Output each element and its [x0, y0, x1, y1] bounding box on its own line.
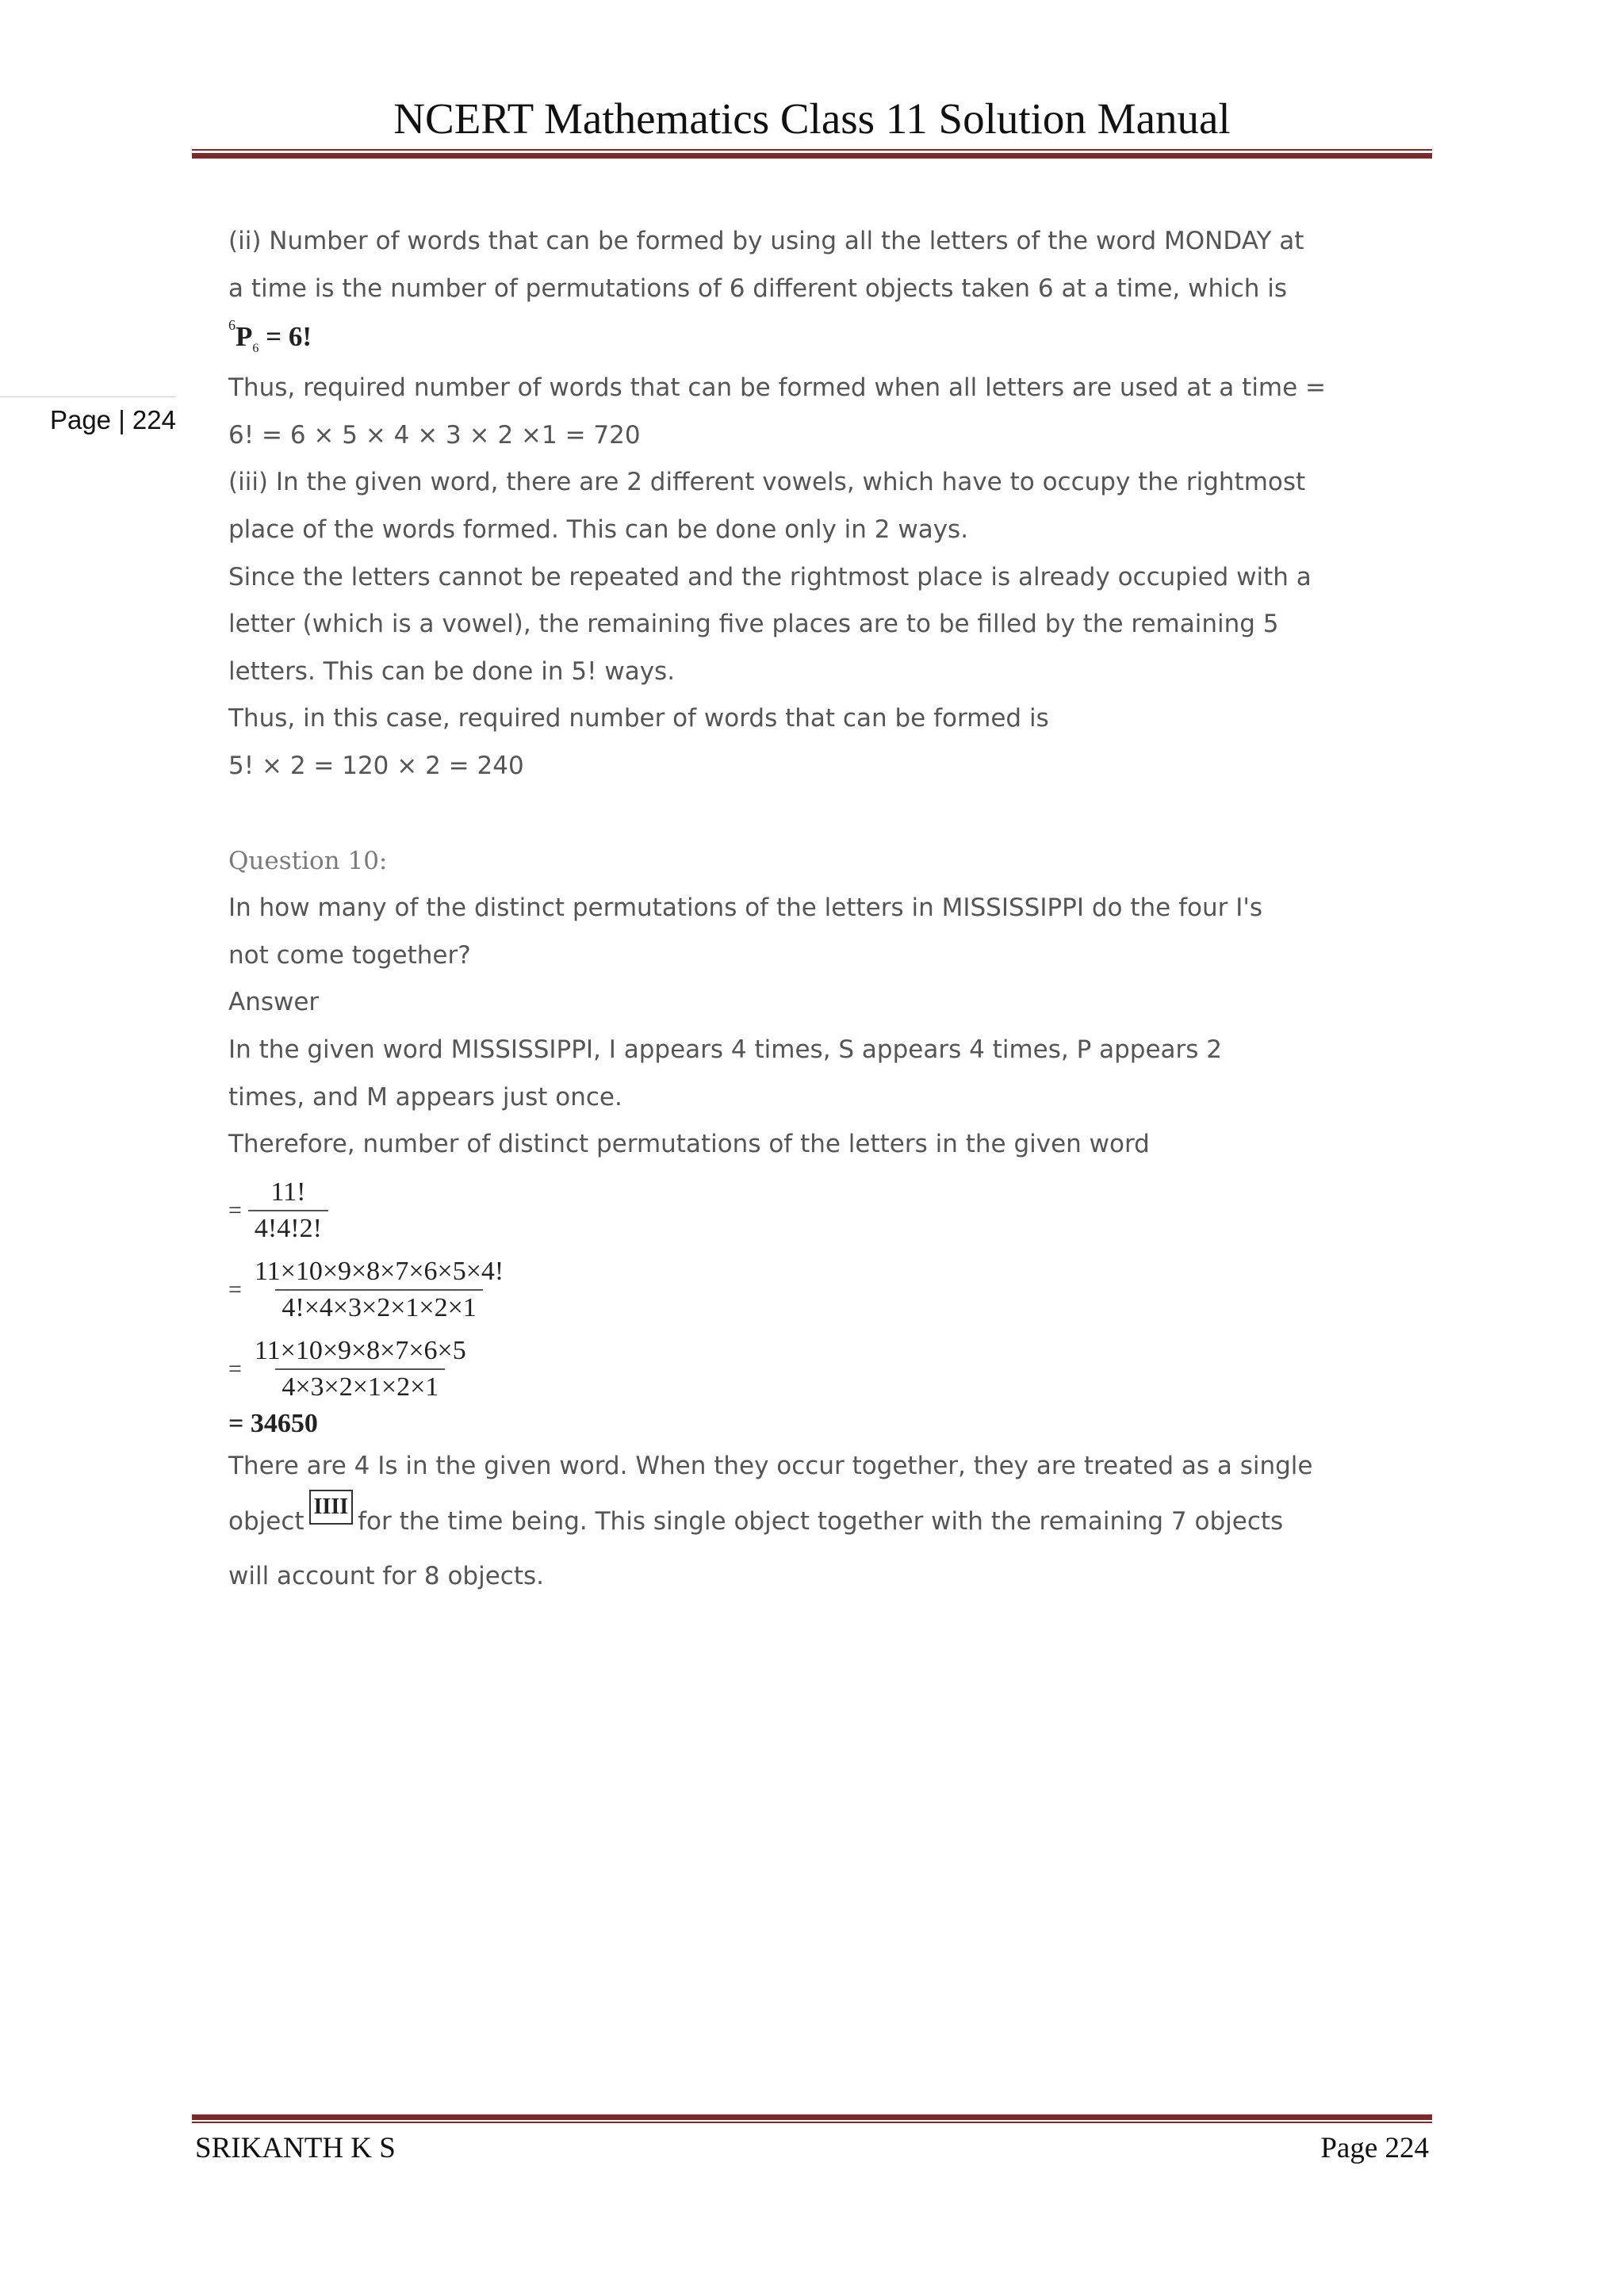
permutation-formula	[228, 312, 1402, 365]
footer-page-number: Page 224	[1320, 2132, 1429, 2164]
header-rule-thick	[192, 153, 1432, 159]
text-line: 5! × 2 = 120 × 2 = 240	[228, 751, 524, 780]
side-page-tag	[0, 396, 176, 445]
fraction	[248, 1175, 328, 1246]
fraction-denominator: 4×3×2×1×2×1	[275, 1368, 445, 1405]
fraction-step-1	[228, 1175, 1402, 1246]
perm-rhs: = 6!	[259, 321, 312, 353]
spacer	[228, 790, 1402, 838]
answer-line: will account for 8 objects.	[228, 1562, 544, 1591]
text-line: Since the letters cannot be repeated and the rightmost place is already occupied with a	[228, 562, 1312, 591]
question-line: not come together?	[228, 940, 471, 970]
fraction-step-3	[228, 1334, 1402, 1405]
iiii-object-box: IIII	[309, 1490, 354, 1525]
text-line: (ii) Number of words that can be formed by using all the letters of the word MONDAY at	[228, 227, 1304, 255]
footer-rule-thick	[192, 2114, 1432, 2120]
fraction-numerator: 11×10×9×8×7×6×5×4!	[254, 1256, 504, 1286]
text-line: letters. This can be done in 5! ways.	[228, 656, 676, 686]
answer-line: times, and M appears just once.	[228, 1082, 622, 1112]
perm-subscript: 6	[252, 342, 259, 356]
question-line: In how many of the distinct permutations of the letters in MISSISSIPPI do the four I's	[228, 894, 1263, 923]
page-content	[228, 218, 1402, 1601]
fraction	[248, 1254, 510, 1326]
answer-line-with-box	[228, 1490, 1402, 1553]
fraction-denominator: 4!4!2!	[248, 1210, 328, 1246]
page-header-title: NCERT Mathematics Class 11 Solution Manual	[393, 94, 1231, 143]
final-result: = 34650	[228, 1408, 318, 1438]
equals-sign: =	[228, 1276, 242, 1303]
equals-sign: =	[228, 1196, 242, 1223]
side-page-label: Page | 224	[49, 405, 176, 434]
perm-base: P	[236, 321, 253, 353]
text-line: place of the words formed. This can be done only in 2 ways.	[228, 515, 969, 544]
inline-text: object	[228, 1507, 304, 1536]
footer-author: SRIKANTH K S	[195, 2132, 396, 2164]
answer-label: Answer	[228, 988, 320, 1017]
fraction-step-2	[228, 1254, 1402, 1326]
text-line: Thus, in this case, required number of words that can be formed is	[228, 704, 1049, 733]
equals-sign: =	[228, 1355, 242, 1382]
answer-line: Therefore, number of distinct permutations of the letters in the given word	[228, 1130, 1150, 1159]
text-line: a time is the number of permutations of 6 different objects taken 6 at a time, which is	[228, 274, 1288, 303]
fraction-numerator: 11×10×9×8×7×6×5	[254, 1335, 466, 1365]
inline-text: for the time being. This single object together with the remaining 7 objects	[358, 1507, 1284, 1536]
answer-line: There are 4 Is in the given word. When they occur together, they are treated as a single	[228, 1451, 1313, 1480]
header-rule-thin	[192, 149, 1432, 151]
text-line: letter (which is a vowel), the remaining five places are to be filled by the remaining 5	[228, 610, 1279, 639]
fraction-denominator: 4!×4×3×2×1×2×1	[275, 1289, 482, 1326]
answer-line: In the given word MISSISSIPPI, I appears 4 times, S appears 4 times, P appears 2	[228, 1035, 1223, 1064]
perm-superscript: 6	[228, 317, 236, 334]
text-line: (iii) In the given word, there are 2 different vowels, which have to occupy the rightmost	[228, 468, 1306, 497]
footer-rule-thin	[192, 2122, 1432, 2123]
fraction-numerator: 11!	[270, 1177, 306, 1207]
text-line: 6! = 6 × 5 × 4 × 3 × 2 ×1 = 720	[228, 420, 641, 450]
fraction	[248, 1334, 473, 1405]
text-line: Thus, required number of words that can be formed when all letters are used at a time =	[228, 373, 1327, 403]
question-title: Question 10:	[228, 846, 388, 875]
